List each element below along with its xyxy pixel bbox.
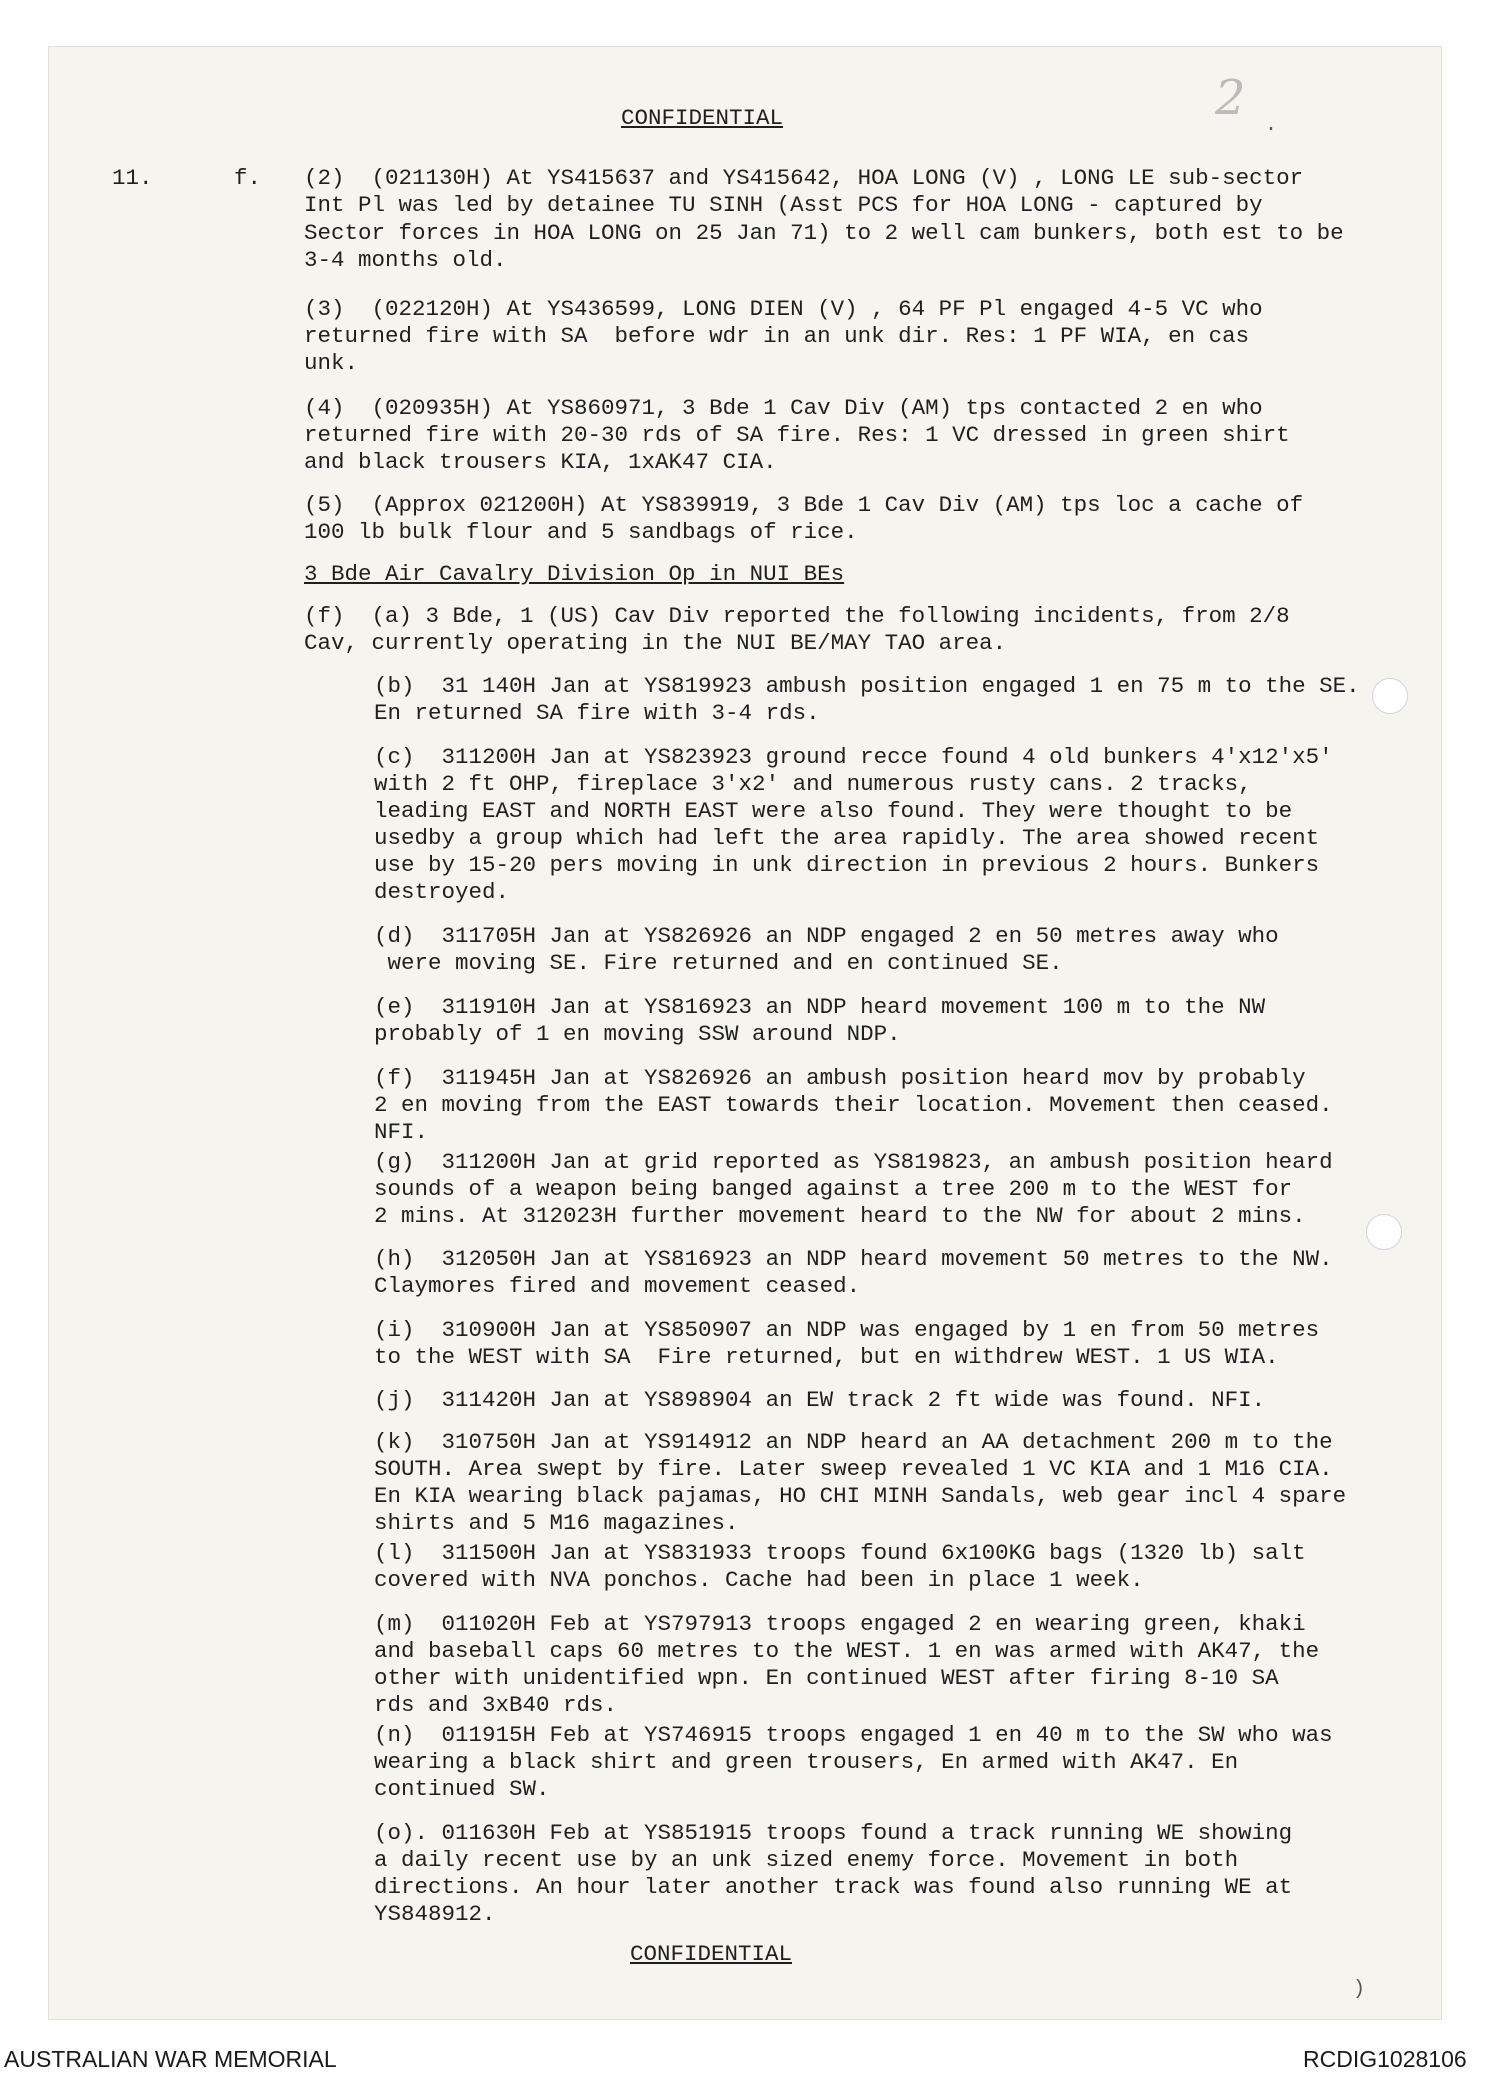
archive-id: RCDIG1028106	[1303, 2046, 1467, 2072]
item-5: (5) (Approx 021200H) At YS839919, 3 Bde 1 Cav Div (AM) tps loc a cache of 100 lb bulk flour and 5 sandbags of rice.	[304, 492, 1304, 545]
edge-mark: )	[1353, 1978, 1366, 2001]
incident-e: (e) 311910H Jan at YS816923 an NDP heard movement 100 m to the NW probably of 1 en moving SSW around NDP.	[374, 994, 1266, 1047]
header-classification: CONFIDENTIAL	[621, 105, 784, 131]
intro: (f) (a) 3 Bde, 1 (US) Cav Div reported the following incidents, from 2/8 Cav, currently operating in the NUI BE/MAY TAO area.	[304, 603, 1290, 656]
incident-g: (g) 311200H Jan at grid reported as YS819823, an ambush position heard sounds of a weapon being banged against a tree 200 m to the WEST for 2 mins. At 312023H further movement heard to the NW for about 2 mins.	[374, 1149, 1333, 1229]
incident-m: (m) 011020H Feb at YS797913 troops engaged 2 en wearing green, khaki and baseball caps 60 metres to the WEST. 1 en was armed with AK47, the other with unidentified wpn. En continued WEST after firing 8-10 SA rds and 3xB40 rds.	[374, 1611, 1320, 1718]
incident-o: (o). 011630H Feb at YS851915 troops found a track running WE showing a daily recent use by an unk sized enemy force. Movement in both directions. An hour later another track was found also running WE at YS848912.	[374, 1820, 1293, 1927]
section-heading: 3 Bde Air Cavalry Division Op in NUI BEs	[304, 561, 845, 587]
incident-k: (k) 310750H Jan at YS914912 an NDP heard an AA detachment 200 m to the SOUTH. Area swept by fire. Later sweep revealed 1 VC KIA and 1 M16 CIA. En KIA wearing black pajamas, HO CHI MINH Sandals, web gear incl 4 spare shirts and 5 M16 magazines.	[374, 1429, 1347, 1536]
incident-c: (c) 311200H Jan at YS823923 ground recce found 4 old bunkers 4'x12'x5' with 2 ft OHP, fireplace 3'x2' and numerous rusty cans. 2 tracks, leading EAST and NORTH EAST were also found. They were thought to be usedby a group which had left the area rapidly. The area showed recent use by 15-20 pers moving in unk direction in previous 2 hours. Bunkers destroyed.	[374, 744, 1333, 905]
margin-annotation: 2	[1215, 70, 1246, 126]
incident-l: (l) 311500H Jan at YS831933 troops found 6x100KG bags (1320 lb) salt covered with NVA ponchos. Cache had been in place 1 week.	[374, 1540, 1306, 1593]
ink-speck: ·	[1265, 118, 1278, 141]
punch-hole-top	[1372, 678, 1408, 714]
paragraph-number: 11.	[112, 165, 153, 191]
incident-n: (n) 011915H Feb at YS746915 troops engaged 1 en 40 m to the SW who was wearing a black shirt and green trousers, En armed with AK47. En continued SW.	[374, 1722, 1333, 1802]
item-4: (4) (020935H) At YS860971, 3 Bde 1 Cav Div (AM) tps contacted 2 en who returned fire with 20-30 rds of SA fire. Res: 1 VC dressed in green shirt and black trousers KIA, 1xAK47 CIA.	[304, 395, 1290, 475]
incident-b: (b) 31 140H Jan at YS819923 ambush position engaged 1 en 75 m to the SE. En returned SA fire with 3-4 rds.	[374, 673, 1360, 726]
punch-hole-bottom	[1366, 1214, 1402, 1250]
incident-d: (d) 311705H Jan at YS826926 an NDP engaged 2 en 50 metres away who were moving SE. Fire returned and en continued SE.	[374, 923, 1279, 976]
archive-credit: AUSTRALIAN WAR MEMORIAL	[4, 2046, 337, 2072]
incident-i: (i) 310900H Jan at YS850907 an NDP was engaged by 1 en from 50 metres to the WEST with SA Fire returned, but en withdrew WEST. 1 US WIA.	[374, 1317, 1320, 1370]
item-3: (3) (022120H) At YS436599, LONG DIEN (V) , 64 PF Pl engaged 4-5 VC who returned fire with SA before wdr in an unk dir. Res: 1 PF WIA, en cas unk.	[304, 296, 1263, 376]
incident-j: (j) 311420H Jan at YS898904 an EW track 2 ft wide was found. NFI.	[374, 1387, 1266, 1413]
footer-classification: CONFIDENTIAL	[630, 1941, 793, 1967]
sub-paragraph-letter: f.	[234, 165, 262, 191]
incident-f: (f) 311945H Jan at YS826926 an ambush position heard mov by probably 2 en moving from the EAST towards their location. Movement then ceased. NFI.	[374, 1065, 1333, 1145]
incident-h: (h) 312050H Jan at YS816923 an NDP heard movement 50 metres to the NW. Claymores fired and movement ceased.	[374, 1246, 1333, 1299]
item-2: (2) (021130H) At YS415637 and YS415642, HOA LONG (V) , LONG LE sub-sector Int Pl was led by detainee TU SINH (Asst PCS for HOA LONG - captured by Sector forces in HOA LONG on 25 Jan 71) to 2 well cam bunkers, both est to be 3-4 months old.	[304, 165, 1344, 273]
